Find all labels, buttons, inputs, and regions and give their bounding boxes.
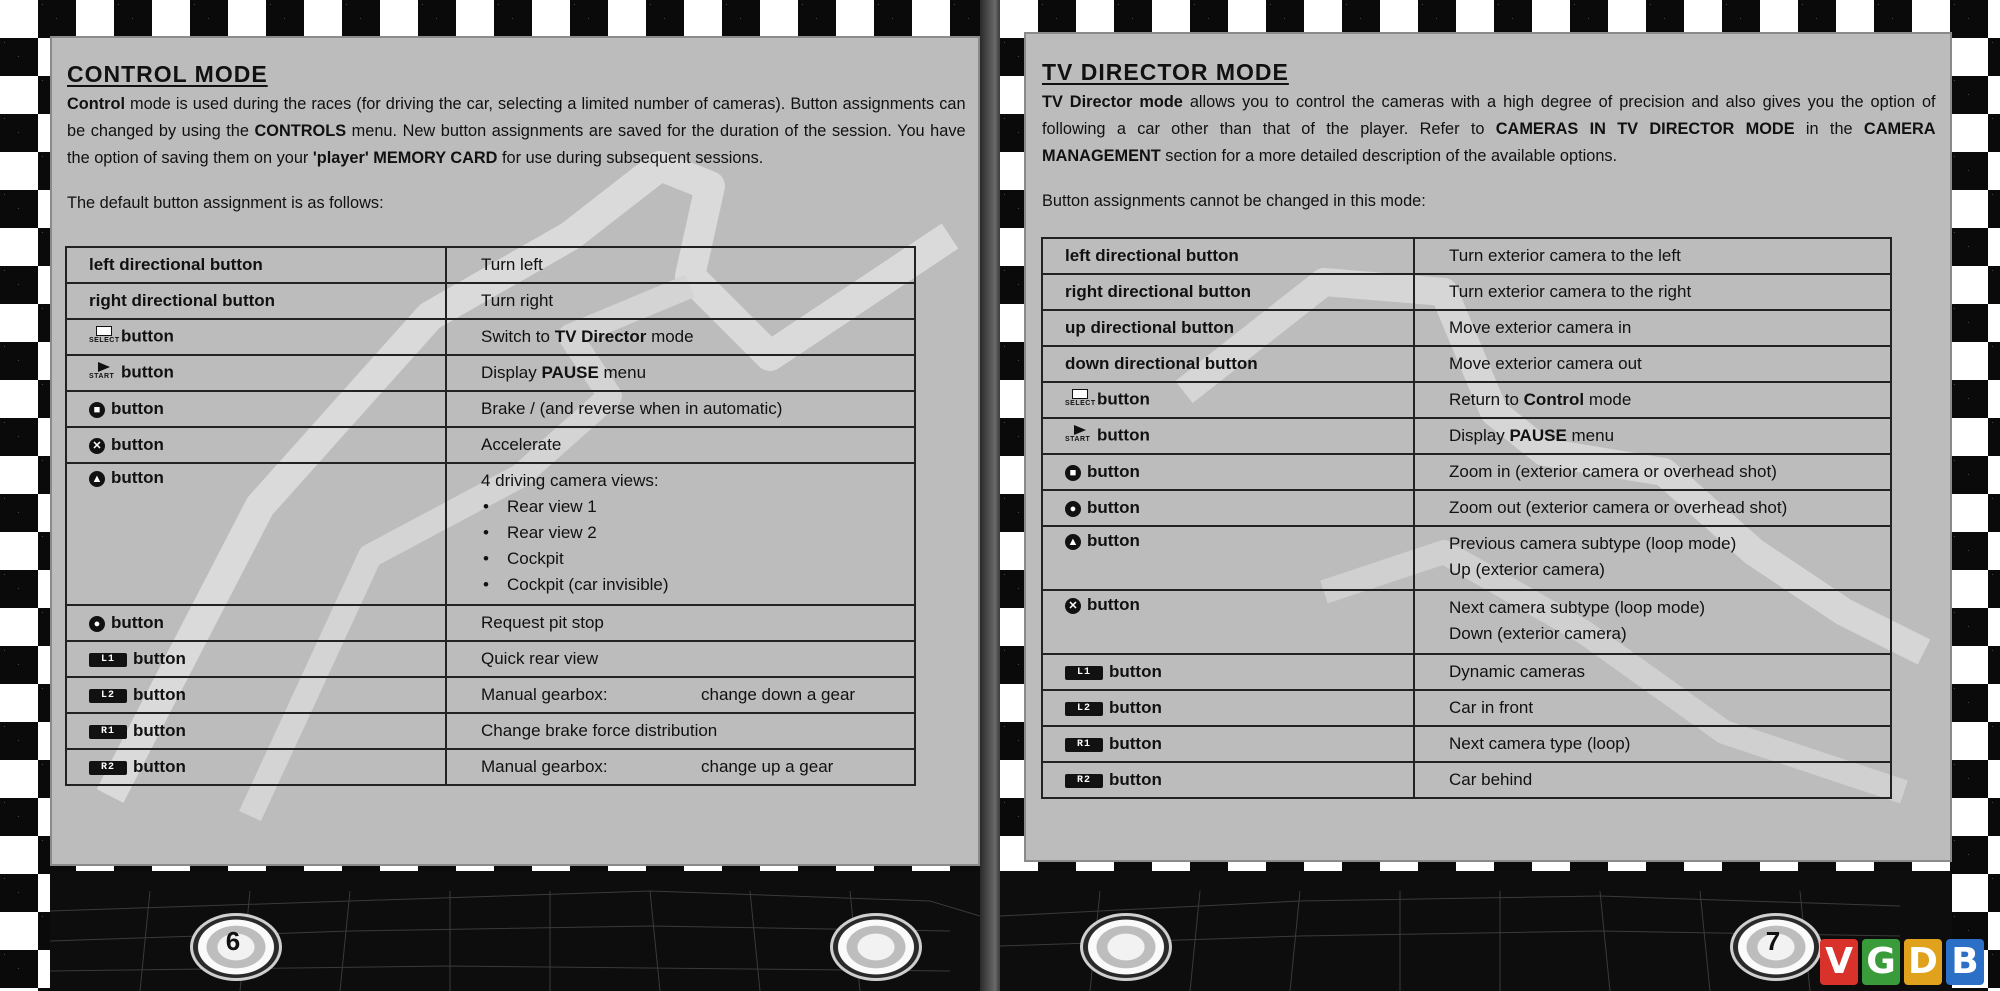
table-row: [1042, 590, 1891, 654]
action-cell: [446, 713, 915, 749]
start-icon: [1065, 425, 1091, 447]
button-name: button: [1087, 531, 1140, 550]
table-row: [1042, 454, 1891, 490]
table-row: [1042, 346, 1891, 382]
button-name: button: [121, 326, 174, 346]
text-run: Turn exterior camera to the left: [1449, 246, 1681, 265]
button-name-cell: [1042, 238, 1414, 274]
text-run: for use during subsequent sessions.: [497, 148, 764, 167]
button-name-cell: [66, 247, 446, 283]
bold-text: PAUSE: [541, 363, 599, 382]
select-label: SELECT: [1065, 400, 1096, 407]
button-name: button: [111, 435, 164, 454]
button-name-cell: [1042, 690, 1414, 726]
intro-paragraph: [67, 90, 966, 171]
action-cell: [1414, 382, 1891, 418]
action-line: Next camera subtype (loop mode): [1449, 598, 1706, 617]
table-row: [1042, 382, 1891, 418]
button-name: button: [133, 721, 186, 740]
text-run: mode is used during the races (for driving the car, selecting a limited number of cameras). Button assignments can be changed by using the: [67, 94, 966, 140]
bold-text: TV Director mode: [1042, 92, 1183, 111]
list-item: • Rear view 1: [507, 494, 914, 520]
select-icon: [89, 326, 120, 348]
cross-icon: ✕: [1065, 598, 1081, 614]
button-name: button: [1097, 425, 1150, 445]
table-row: [66, 247, 915, 283]
text-run: Next camera type (loop): [1449, 734, 1631, 753]
table-row: [1042, 690, 1891, 726]
table-row: [1042, 762, 1891, 798]
button-name-cell: [66, 391, 446, 427]
text-run: Display: [1449, 426, 1510, 445]
button-name-cell: [66, 355, 446, 391]
page-number: 6: [225, 926, 241, 956]
button-name-cell: [1042, 418, 1414, 454]
bold-text: CONTROLS: [254, 121, 347, 140]
text-run: Quick rear view: [481, 649, 599, 668]
section-title: TV DIRECTOR MODE: [1042, 59, 1289, 85]
button-name: button: [111, 613, 164, 632]
square-icon: ■: [1065, 465, 1081, 481]
vgdb-letter: D: [1904, 939, 1942, 985]
action-cell: [446, 749, 915, 785]
r2-icon: R2: [89, 761, 127, 775]
button-name: up directional button: [1065, 318, 1235, 337]
action-cell: [1414, 454, 1891, 490]
button-name: right directional button: [1065, 282, 1252, 301]
table-row: [1042, 418, 1891, 454]
button-assignment-table: [1041, 237, 1892, 799]
select-label: SELECT: [89, 337, 120, 344]
action-cell: [1414, 490, 1891, 526]
bold-text: CAMERA MANAGEMENT: [1042, 119, 1936, 165]
button-name: button: [133, 685, 186, 704]
table-row: [1042, 726, 1891, 762]
action-cell: [446, 247, 915, 283]
button-name-cell: [66, 641, 446, 677]
text-run: menu: [1566, 426, 1615, 445]
start-label: START: [1065, 436, 1091, 443]
l2-icon: L2: [89, 689, 127, 703]
button-name-cell: [1042, 654, 1414, 690]
list-title: 4 driving camera views:: [481, 471, 659, 490]
button-name-cell: [1042, 346, 1414, 382]
text-run: Move exterior camera out: [1449, 354, 1642, 373]
table-row: [66, 391, 915, 427]
button-name: button: [1109, 770, 1162, 789]
text-run: Move exterior camera in: [1449, 318, 1632, 337]
front-wheel: [1080, 913, 1172, 981]
rear-wheel: [830, 913, 922, 981]
table-row: [1042, 238, 1891, 274]
action-cell: [446, 641, 915, 677]
button-name-cell: [1042, 490, 1414, 526]
button-name: button: [1109, 698, 1162, 717]
table-row: [66, 713, 915, 749]
button-name-cell: [1042, 274, 1414, 310]
button-name-cell: [66, 283, 446, 319]
select-box: [1072, 389, 1088, 399]
select-icon: [1065, 389, 1096, 411]
r1-icon: R1: [89, 725, 127, 739]
bold-text: TV Director: [554, 327, 647, 346]
button-name: button: [1109, 662, 1162, 681]
button-name-cell: [66, 677, 446, 713]
button-name: button: [133, 649, 186, 668]
action-line: Up (exterior camera): [1449, 560, 1605, 579]
tv-director-section: [1042, 56, 1937, 214]
start-arrow: [98, 362, 110, 372]
table-row: [66, 283, 915, 319]
button-name: button: [1109, 734, 1162, 753]
vgdb-letter: V: [1820, 939, 1858, 985]
action-cell: [1414, 526, 1891, 590]
page-number: 7: [1765, 926, 1781, 956]
text-run: Brake / (and reverse when in automatic): [481, 399, 783, 418]
text-run: Turn right: [481, 291, 554, 310]
l1-icon: L1: [89, 653, 127, 667]
button-name-cell: [66, 749, 446, 785]
circle-icon: ●: [89, 616, 105, 632]
button-name-cell: [1042, 454, 1414, 490]
button-name: button: [1097, 389, 1150, 409]
button-name: button: [121, 362, 174, 382]
text-run: Switch to: [481, 327, 555, 346]
button-name: button: [111, 399, 164, 418]
control-mode-section: [67, 58, 967, 216]
button-name: button: [1087, 462, 1140, 481]
button-name: button: [1087, 595, 1140, 614]
button-name: left directional button: [89, 255, 263, 274]
text-run: mode: [646, 327, 694, 346]
list-item: • Cockpit (car invisible): [507, 572, 914, 598]
text-run: Dynamic cameras: [1449, 662, 1586, 681]
button-name-cell: [1042, 526, 1414, 590]
button-name-cell: [66, 463, 446, 605]
start-icon: [89, 362, 115, 384]
text-run: in the: [1794, 119, 1864, 138]
text-run: Display: [481, 363, 542, 382]
triangle-icon: ▲: [89, 471, 105, 487]
triangle-icon: ▲: [1065, 534, 1081, 550]
car-floor: [50, 871, 987, 991]
button-name: down directional button: [1065, 354, 1258, 373]
action-cell: [1414, 274, 1891, 310]
list-item: • Cockpit: [507, 546, 914, 572]
table-row: [66, 319, 915, 355]
button-name-cell: [66, 713, 446, 749]
table-row: [66, 641, 915, 677]
car-floor: [1000, 871, 1952, 991]
action-cell: [1414, 310, 1891, 346]
action-cell: [446, 463, 915, 605]
action-cell: [446, 605, 915, 641]
intro-paragraph: [1042, 88, 1936, 169]
button-name: right directional button: [89, 291, 276, 310]
split-part: Manual gearbox:: [481, 685, 608, 704]
select-box: [96, 326, 112, 336]
button-name: button: [111, 468, 164, 487]
button-name-cell: [1042, 310, 1414, 346]
text-run: Return to: [1449, 390, 1524, 409]
action-cell: [1414, 654, 1891, 690]
text-run: Zoom out (exterior camera or overhead shot): [1449, 498, 1788, 517]
text-run: Change brake force distribution: [481, 721, 718, 740]
table-row: [66, 463, 915, 605]
bold-text: Control: [1523, 390, 1585, 409]
action-cell: [446, 319, 915, 355]
button-name: button: [1087, 498, 1140, 517]
r2-icon: R2: [1065, 774, 1103, 788]
table-row: [1042, 490, 1891, 526]
action-cell: [1414, 590, 1891, 654]
action-cell: [1414, 690, 1891, 726]
page-left: [0, 0, 987, 991]
action-cell: [446, 355, 915, 391]
button-name-cell: [1042, 726, 1414, 762]
bold-text: Control: [67, 94, 126, 113]
section-title: CONTROL MODE: [67, 61, 268, 87]
vgdb-letter: G: [1862, 939, 1900, 985]
text-run: Turn exterior camera to the right: [1449, 282, 1692, 301]
split-part: change down a gear: [701, 685, 856, 704]
action-line: Previous camera subtype (loop mode): [1449, 534, 1737, 553]
button-name: left directional button: [1065, 246, 1239, 265]
table-row: [66, 427, 915, 463]
table-row: [1042, 310, 1891, 346]
text-run: Request pit stop: [481, 613, 604, 632]
button-name: button: [133, 757, 186, 776]
action-cell: [1414, 238, 1891, 274]
split-action: [481, 757, 914, 777]
text-run: Accelerate: [481, 435, 562, 454]
text-run: Car behind: [1449, 770, 1533, 789]
table-row: [66, 355, 915, 391]
button-name-cell: [1042, 762, 1414, 798]
cross-icon: ✕: [89, 438, 105, 454]
text-run: Car in front: [1449, 698, 1534, 717]
split-part: Manual gearbox:: [481, 757, 608, 776]
bold-text: 'player' MEMORY CARD: [312, 148, 498, 167]
action-cell: [446, 391, 915, 427]
button-name-cell: [1042, 382, 1414, 418]
action-cell: [1414, 762, 1891, 798]
button-assignment-table: [65, 246, 916, 786]
split-action: [481, 685, 914, 705]
page-right: [1000, 0, 2000, 991]
button-name-cell: [1042, 590, 1414, 654]
table-row: [1042, 526, 1891, 590]
lead-text: Button assignments cannot be changed in this mode:: [1042, 191, 1426, 210]
text-run: mode: [1584, 390, 1632, 409]
table-row: [66, 749, 915, 785]
camera-view-list: [481, 494, 914, 598]
button-name-cell: [66, 319, 446, 355]
text-run: allows you to control the cameras with a high degree of precision and also gives you the option of following a car other than that of the player. Refer to: [1042, 92, 1936, 138]
action-cell: [1414, 726, 1891, 762]
vgdb-watermark-logo: [1820, 939, 1984, 985]
text-run: menu. New button assignments are saved for the duration of the session. You have the option of saving them on your: [67, 121, 966, 167]
split-part: change up a gear: [701, 757, 834, 776]
button-name-cell: [66, 605, 446, 641]
text-run: section for a more detailed description of the available options.: [1160, 146, 1618, 165]
action-line: Down (exterior camera): [1449, 624, 1627, 643]
action-cell: [446, 677, 915, 713]
button-name-cell: [66, 427, 446, 463]
square-icon: ■: [89, 402, 105, 418]
table-row: [1042, 274, 1891, 310]
action-cell: [1414, 346, 1891, 382]
vgdb-letter: B: [1946, 939, 1984, 985]
text-run: Zoom in (exterior camera or overhead shot): [1449, 462, 1777, 481]
lead-text: The default button assignment is as follows:: [67, 193, 384, 212]
circle-icon: ●: [1065, 501, 1081, 517]
r1-icon: R1: [1065, 738, 1103, 752]
bold-text: PAUSE: [1509, 426, 1567, 445]
action-cell: [446, 427, 915, 463]
action-cell: [1414, 418, 1891, 454]
start-arrow: [1074, 425, 1086, 435]
table-row: [1042, 654, 1891, 690]
text-run: menu: [598, 363, 647, 382]
bold-text: CAMERAS IN TV DIRECTOR MODE: [1495, 119, 1795, 138]
l2-icon: L2: [1065, 702, 1103, 716]
l1-icon: L1: [1065, 666, 1103, 680]
text-run: Turn left: [481, 255, 543, 274]
table-row: [66, 677, 915, 713]
table-row: [66, 605, 915, 641]
action-cell: [446, 283, 915, 319]
list-item: • Rear view 2: [507, 520, 914, 546]
start-label: START: [89, 373, 115, 380]
